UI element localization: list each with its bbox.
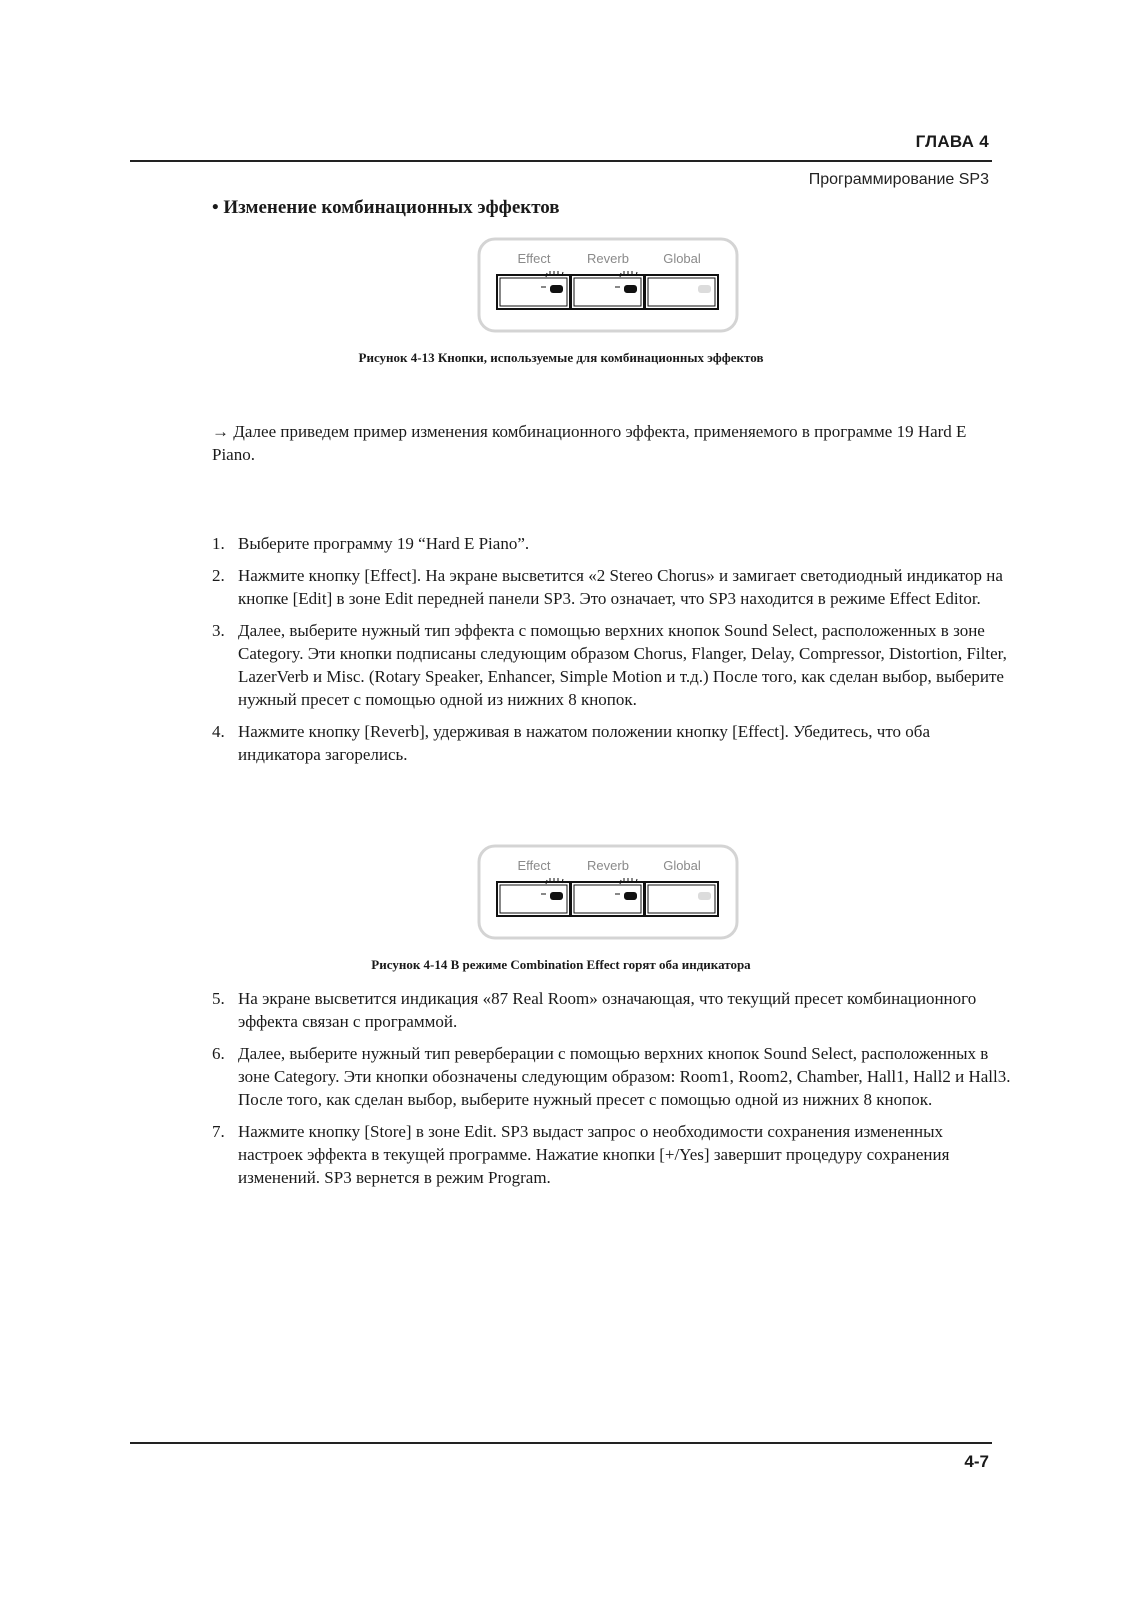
reverb-led-on-icon <box>624 285 637 293</box>
button-panel-illustration <box>477 844 739 940</box>
global-led-off-icon <box>698 892 711 900</box>
effect-led-on-icon <box>550 285 563 293</box>
step-text: Нажмите кнопку [Effect]. На экране высветится «2 Stereo Chorus» и замигает светодиодный индикатор на кнопке [Edit] в зоне Edit передней панели SP3. Это означает, что SP3 находится в режиме Effect Editor. <box>238 566 1003 608</box>
step-number: 3. <box>212 621 225 640</box>
intro-paragraph: → Далее приведем пример изменения комбинационного эффекта, применяемого в программе 19 Hard E Piano. <box>212 422 967 464</box>
list-item <box>212 532 1012 555</box>
steps-list-part-1 <box>212 532 1012 775</box>
chapter-subtitle: Программирование SP3 <box>808 171 989 188</box>
steps-list-part-2 <box>212 987 1012 1198</box>
button-panel-figure-13 <box>477 237 739 333</box>
section-heading: • Изменение комбинационных эффектов <box>212 197 560 218</box>
reverb-label: Reverb <box>587 858 629 873</box>
step-number: 4. <box>212 722 225 741</box>
figure-caption-4-14: Рисунок 4-14 В режиме Combination Effect горят оба индикатора <box>371 957 751 972</box>
figure-caption-4-13: Рисунок 4-13 Кнопки, используемые для комбинационных эффектов <box>358 350 764 365</box>
page-number: 4-7 <box>964 1452 989 1471</box>
step-text: Выберите программу 19 “Hard E Piano”. <box>238 534 530 553</box>
list-item <box>212 619 1012 711</box>
step-text: Далее, выберите нужный тип эффекта с помощью верхних кнопок Sound Select, расположенных в зоне Category. Эти кнопки подписаны следующим образом Chorus, Flanger, Delay, Compressor, Distortion, Filter, LazerVerb и Misc. (Rotary Speaker, Enhancer, Simple Motion и т.д.) После того, как сделан выбор, выберите нужный пресет с помощью одной из нижних 8 кнопок. <box>238 621 1007 709</box>
list-item <box>212 987 1012 1033</box>
list-item <box>212 720 1012 766</box>
step-text: Нажмите кнопку [Store] в зоне Edit. SP3 выдаст запрос о необходимости сохранения измененных настроек эффекта в текущей программе. Нажатие кнопки [+/Yes] завершит процедуру сохранения изменений. SP3 вернется в режим Program. <box>238 1122 950 1187</box>
step-text: Далее, выберите нужный тип реверберации с помощью верхних кнопок Sound Select, расположенных в зоне Category. Эти кнопки обозначены следующим образом: Room1, Room2, Chamber, Hall1, Hall2 и Hall3. После того, как сделан выбор, выберите нужный пресет с помощью одной из нижних 8 кнопок. <box>238 1044 1011 1109</box>
reverb-label: Reverb <box>587 251 629 266</box>
step-number: 1. <box>212 534 225 553</box>
step-number: 5. <box>212 989 225 1008</box>
step-number: 2. <box>212 566 225 585</box>
chapter-label: ГЛАВА 4 <box>915 132 989 151</box>
header-rule <box>130 160 992 162</box>
step-number: 6. <box>212 1044 225 1063</box>
effect-label: Effect <box>517 251 551 266</box>
global-label: Global <box>663 251 701 266</box>
step-text: На экране высветится индикация «87 Real Room» означающая, что текущий пресет комбинационного эффекта связан с программой. <box>238 989 977 1031</box>
button-panel-figure-14 <box>477 844 739 940</box>
button-panel-illustration <box>477 237 739 333</box>
global-label: Global <box>663 858 701 873</box>
effect-led-on-icon <box>550 892 563 900</box>
reverb-led-on-icon <box>624 892 637 900</box>
list-item <box>212 564 1012 610</box>
footer-rule <box>130 1442 992 1444</box>
effect-label: Effect <box>517 858 551 873</box>
step-text: Нажмите кнопку [Reverb], удерживая в нажатом положении кнопку [Effect]. Убедитесь, что оба индикатора загорелись. <box>238 722 930 764</box>
list-item <box>212 1120 1012 1189</box>
global-led-off-icon <box>698 285 711 293</box>
step-number: 7. <box>212 1122 225 1141</box>
list-item <box>212 1042 1012 1111</box>
